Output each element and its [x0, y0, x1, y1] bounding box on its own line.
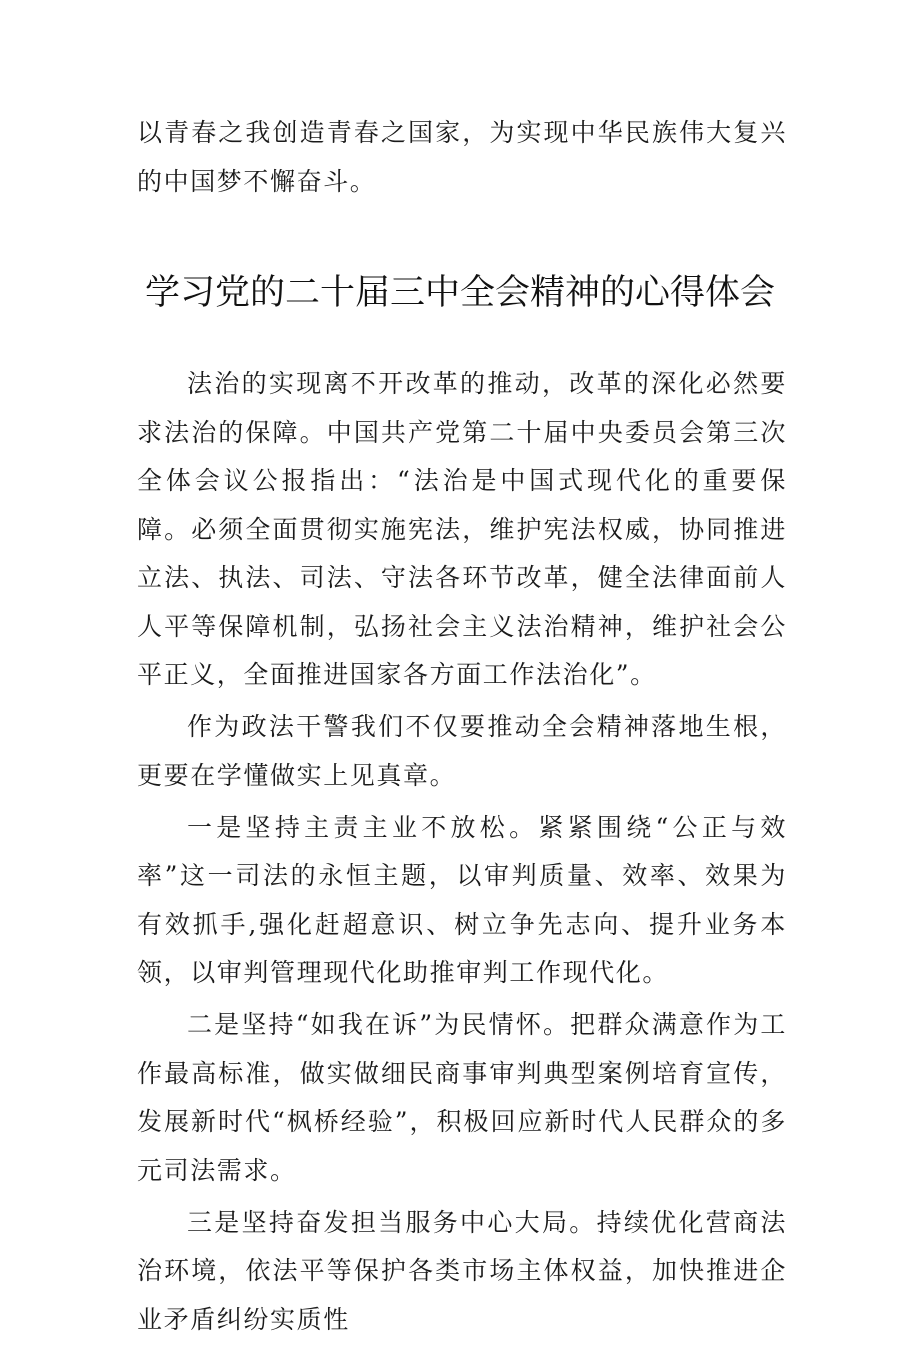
article-body — [137, 360, 787, 1348]
paragraph-3: 一是坚持主责主业不放松。紧紧围绕“公正与效率”这一司法的永恒主题，以审判质量、效率、效果为有效抓手,强化赶超意识、树立争先志向、提升业务本领，以审判管理现代化助推审判工作现代化。 — [137, 812, 787, 987]
article-title: 学习党的二十届三中全会精神的心得体会 — [144, 273, 775, 313]
paragraph-2: 作为政法干警我们不仅要推动全会精神落地生根，更要在学懂做实上见真章。 — [137, 712, 787, 790]
intro-text: 以青春之我创造青春之国家，为实现中华民族伟大复兴的中国梦不懈奋斗。 — [137, 118, 787, 196]
intro-paragraph — [137, 109, 787, 206]
paragraph-4: 二是坚持“如我在诉”为民情怀。把群众满意作为工作最高标准，做实做细民商事审判典型案例培育宣传，发展新时代“枫桥经验”，积极回应新时代人民群众的多元司法需求。 — [137, 1010, 787, 1185]
paragraph-5: 三是坚持奋发担当服务中心大局。持续优化营商法治环境，依法平等保护各类市场主体权益，加快推进企业矛盾纠纷实质性 — [137, 1207, 787, 1334]
paragraph-1: 法治的实现离不开改革的推动，改革的深化必然要求法治的保障。中国共产党第二十届中央委员会第三次全体会议公报指出：“法治是中国式现代化的重要保障。必须全面贯彻实施宪法，维护宪法权威，协同推进立法、执法、司法、守法各环节改革，健全法律面前人人平等保障机制，弘扬社会主义法治精神，维护社会公平正义，全面推进国家各方面工作法治化”。 — [137, 369, 787, 689]
